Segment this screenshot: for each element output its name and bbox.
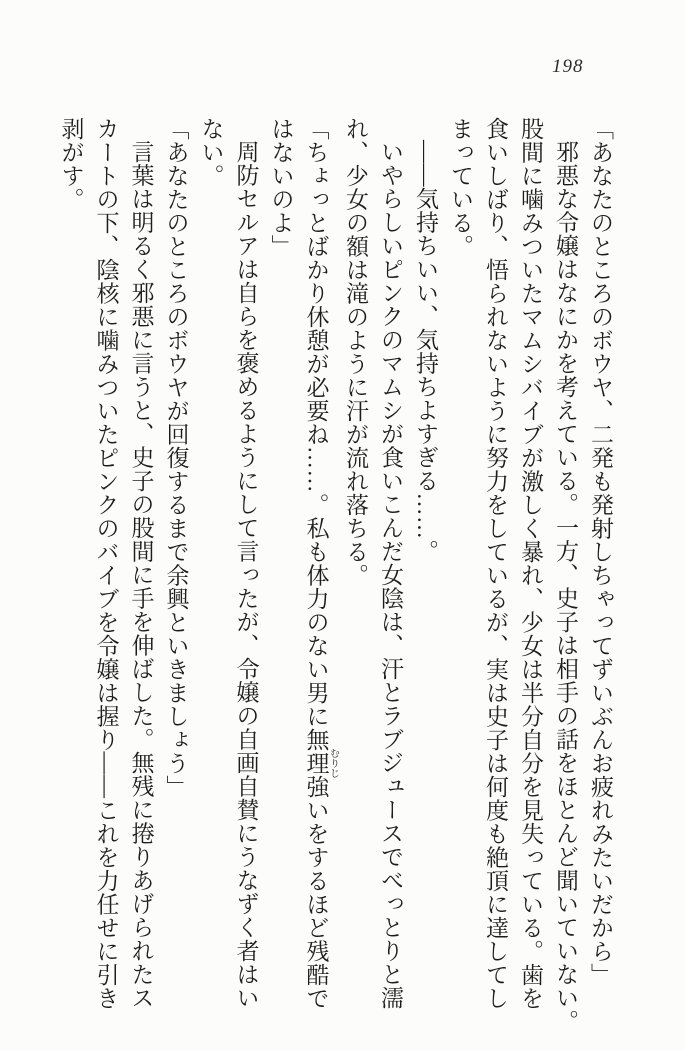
text-line: 食いしばり、悟られないように努力をしているが、実は史子は何度も絶頂に達してし bbox=[483, 117, 508, 1010]
text-line: 邪悪な令嬢はなにかを考えている。一方、史子は相手の話をほとんど聞いていない。 bbox=[553, 140, 578, 1033]
text-line: 周防セルアは自らを褒めるようにして言ったが、令嬢の自画自賛にうなずく者はい bbox=[233, 140, 259, 1010]
text-line: はないのよ」 bbox=[268, 117, 294, 258]
text-line: 言葉は明るく邪悪に言うと、史子の股間に手を伸ばした。無残に捲りあげられたス bbox=[128, 140, 154, 1010]
text-line: まっている。 bbox=[448, 117, 473, 258]
text-line: 股間に噛みついたマムシバイブが激しく暴れ、少女は半分自分を見失っている。歯を bbox=[518, 117, 543, 1010]
text-line: ――気持ちいい、気持ちよすぎる……。 bbox=[413, 140, 438, 563]
page-number: 198 bbox=[552, 56, 584, 77]
ruby-annotation bbox=[303, 728, 339, 799]
text-line: 「あなたのところのボウヤ、二発も発射しちゃってずいぶんお疲れみたいだから」 bbox=[588, 117, 613, 987]
text-line bbox=[299, 117, 339, 1010]
ruby-base: 無理強 bbox=[303, 728, 329, 799]
text-line: 「あなたのところのボウヤが回復するまで余興といきましょう」 bbox=[163, 117, 189, 799]
vertical-text-block bbox=[56, 117, 618, 1033]
text-line: いやらしいピンクのマムシが食いこんだ女陰は、汗とラブジュースでべっとりと濡 bbox=[378, 140, 403, 1010]
ruby-text: むりじ bbox=[327, 728, 339, 799]
text-line: カートの下、陰核に噛みついたピンクのバイブを令嬢は握り――これを力任せに引き bbox=[93, 117, 119, 1010]
text-line: 剥がす。 bbox=[58, 117, 84, 211]
text-segment: いをするほど残酷で bbox=[303, 798, 329, 1010]
text-segment: 「ちょっとばかり休憩が必要ね……。私も体力のない男に bbox=[303, 117, 329, 728]
text-line: れ、少女の額は滝のように汗が流れ落ちる。 bbox=[343, 117, 368, 587]
text-line: ない。 bbox=[198, 117, 224, 188]
